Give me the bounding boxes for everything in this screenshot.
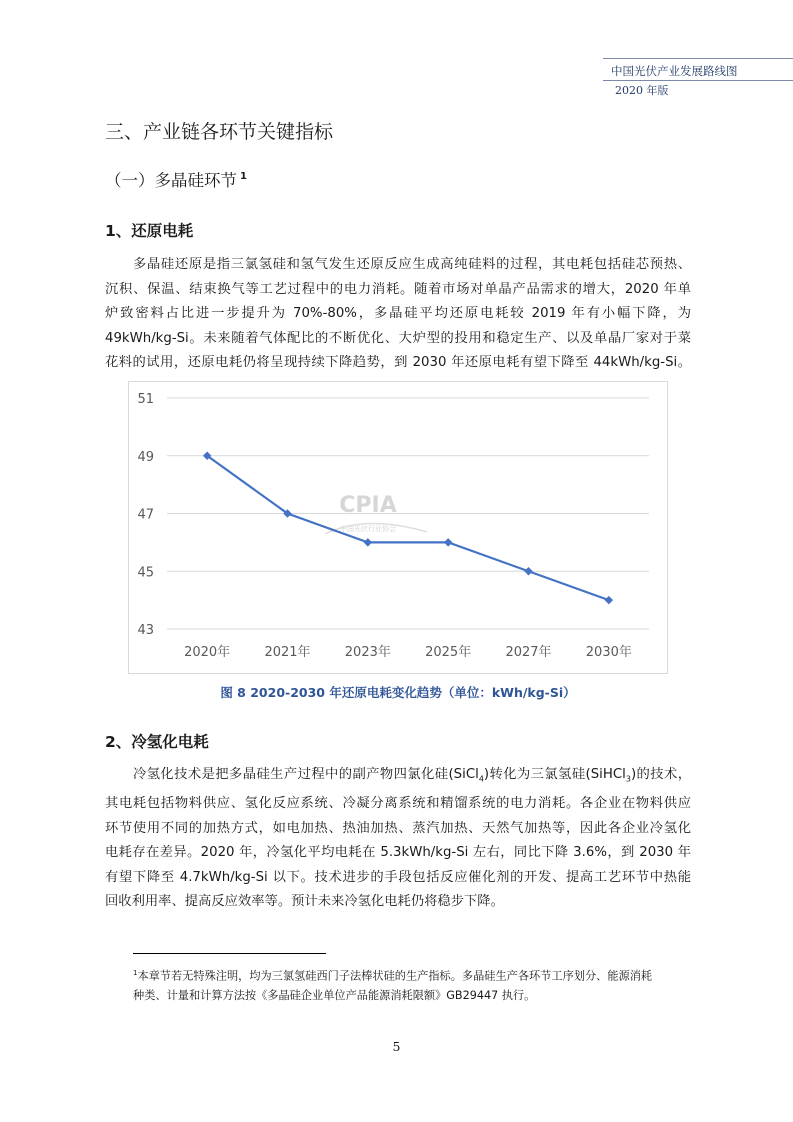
chart-caption: 图 8 2020-2030 年还原电耗变化趋势（单位：kWh/kg-Si） bbox=[220, 685, 576, 700]
x-tick-label: 2021年 bbox=[264, 645, 311, 660]
subsection-title-text: （一）多晶硅环节 bbox=[105, 171, 237, 190]
data-point bbox=[524, 567, 532, 575]
y-tick-label: 47 bbox=[137, 507, 154, 523]
paragraph-line bbox=[105, 763, 691, 792]
data-point bbox=[444, 538, 452, 546]
y-tick-label: 45 bbox=[137, 565, 154, 581]
subscript: 3 bbox=[625, 774, 631, 784]
formula-text: )的技术， bbox=[630, 767, 691, 782]
x-tick-label: 2025年 bbox=[425, 645, 472, 660]
page-number: 5 bbox=[392, 1039, 401, 1054]
watermark-org: 中国光伏行业协会 bbox=[340, 525, 396, 533]
paragraph-line: 环节使用不同的加热方式，如电加热、热油加热、蒸汽加热、天然气加热等，因此各企业冷氢化 bbox=[105, 820, 691, 836]
reduction-chart bbox=[128, 381, 668, 674]
footnote-separator bbox=[133, 953, 326, 954]
y-tick-label: 51 bbox=[137, 392, 154, 407]
paragraph-line: 花料的试用，还原电耗仍将呈现持续下降趋势，到 2030 年还原电耗有望下降至 44kWh/kg-Si。 bbox=[105, 355, 691, 370]
hydrogenation-paragraph bbox=[105, 763, 691, 915]
footnote-line: 种类、计量和计算方法按《多晶硅企业单位产品能源消耗限额》GB29447 执行。 bbox=[133, 988, 536, 1002]
paragraph-line: 沉积、保温、结束换气等工艺过程中的电力消耗。随着市场对单晶产品需求的增大，2020 年单 bbox=[105, 281, 691, 297]
header-rule-middle bbox=[603, 80, 793, 81]
header-title: 中国光伏产业发展路线图 bbox=[611, 64, 738, 78]
x-tick-label: 2030年 bbox=[585, 645, 632, 660]
data-point bbox=[605, 596, 613, 604]
formula-text: )转化为三氯氢硅(SiHCl bbox=[483, 767, 626, 782]
footnote-text: 本章节若无特殊注明，均为三氯氢硅西门子法棒状硅的生产指标。多晶硅生产各环节工序划分、能源消耗 bbox=[137, 969, 653, 983]
paragraph-line: 多晶硅还原是指三氯氢硅和氢气发生还原反应生成高纯硅料的过程，其电耗包括硅芯预热、 bbox=[133, 257, 691, 272]
footnote-line bbox=[133, 964, 693, 986]
subscript: 4 bbox=[478, 774, 484, 784]
footnote-reference: 1 bbox=[240, 171, 247, 182]
reduction-paragraph bbox=[105, 253, 691, 376]
hydrogenation-heading: 2、冷氢化电耗 bbox=[105, 733, 209, 751]
x-tick-label: 2027年 bbox=[505, 645, 552, 660]
section-title: 三、产业链各环节关键指标 bbox=[105, 121, 334, 143]
watermark-mark: CPIA bbox=[339, 493, 397, 518]
paragraph-line: 有望下降至 4.7kWh/kg-Si 以下。技术进步的手段包括反应催化剂的开发、提高工艺环节中热能 bbox=[105, 869, 691, 885]
chart-canvas bbox=[129, 382, 667, 673]
formula-text: 冷氢化技术是把多晶硅生产过程中的副产物四氯化硅(SiCl bbox=[133, 767, 479, 782]
footnote bbox=[133, 964, 693, 1005]
y-tick-label: 49 bbox=[137, 449, 154, 465]
paragraph-line: 炉致密料占比进一步提升为 70%-80%，多晶硅平均还原电耗较 2019 年有小幅下降，为 bbox=[105, 306, 691, 321]
y-tick-label: 43 bbox=[137, 623, 154, 638]
reduction-heading: 1、还原电耗 bbox=[105, 222, 194, 240]
header-rule-top bbox=[603, 58, 793, 59]
header-edition: 2020 年版 bbox=[615, 84, 669, 97]
paragraph-line: 49kWh/kg-Si。未来随着气体配比的不断优化、大炉型的投用和稳定生产、以及单晶厂家对于菜 bbox=[105, 330, 691, 346]
paragraph-line: 电耗存在差异。2020 年，冷氢化平均电耗在 5.3kWh/kg-Si 左右，同比下降 3.6%，到 2030 年 bbox=[105, 845, 691, 861]
paragraph-line: 回收利用率、提高反应效率等。预计未来冷氢化电耗仍将稳步下降。 bbox=[105, 894, 504, 910]
subsection-title bbox=[105, 167, 247, 191]
data-point bbox=[364, 538, 372, 546]
x-tick-label: 2023年 bbox=[344, 645, 391, 660]
x-tick-label: 2020年 bbox=[184, 645, 231, 660]
footnote-marker: 1 bbox=[133, 969, 138, 977]
paragraph-line: 其电耗包括物料供应、氢化反应系统、冷凝分离系统和精馏系统的电力消耗。各企业在物料供应 bbox=[105, 796, 691, 812]
